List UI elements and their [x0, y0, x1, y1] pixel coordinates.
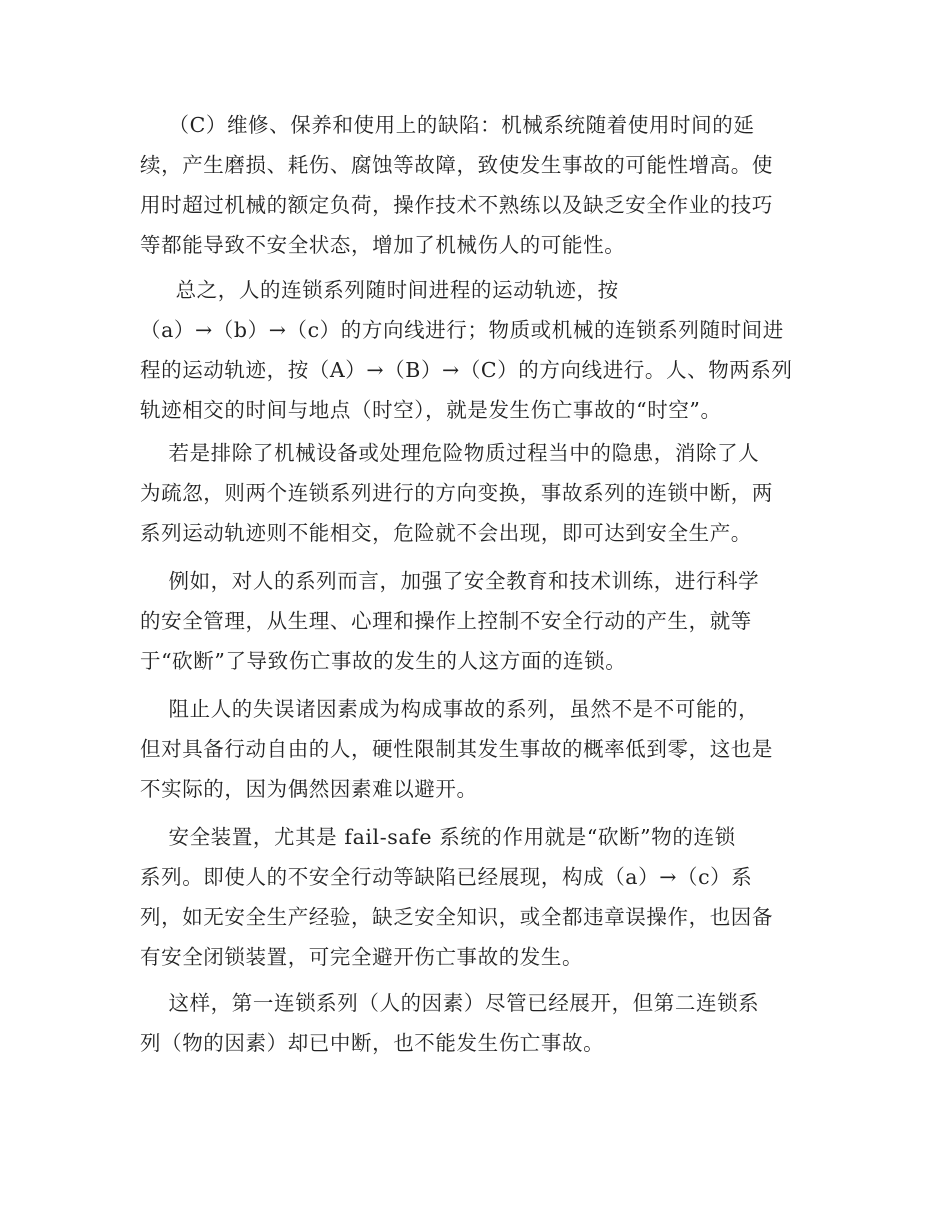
- text-line: 用时超过机械的额定负荷，操作技术不熟练以及缺乏安全作业的技巧: [140, 193, 773, 217]
- text-line: 安全装置，尤其是 fail-safe 系统的作用就是“砍断”物的连锁: [140, 825, 736, 849]
- text-line: 系列运动轨迹则不能相交，危险就不会出现，即可达到安全生产。: [140, 521, 752, 545]
- text-line: 于“砍断”了导致伤亡事故的发生的人这方面的连锁。: [140, 649, 627, 673]
- text-line: 的安全管理，从生理、心理和操作上控制不安全行动的产生，就等: [140, 609, 752, 633]
- text-line: 例如，对人的系列而言，加强了安全教育和技术训练，进行科学: [140, 569, 760, 593]
- text-line: 为疏忽，则两个连锁系列进行的方向变换，事故系列的连锁中断，两: [140, 481, 773, 505]
- paragraph-human-error-limits: [140, 689, 810, 809]
- text-line: 程的运动轨迹，按（A）→（B）→（C）的方向线进行。人、物两系列: [140, 358, 793, 382]
- paragraph-summary-trajectories: [140, 270, 810, 430]
- text-line: 不实际的，因为偶然因素难以避开。: [140, 777, 478, 801]
- paragraph-maintenance-defects: [140, 105, 810, 265]
- text-line: 轨迹相交的时间与地点（时空），就是发生伤亡事故的“时空”。: [140, 398, 722, 422]
- text-line: （a）→（b）→（c）的方向线进行；物质或机械的连锁系列随时间进: [140, 318, 784, 342]
- paragraph-fail-safe: [140, 817, 810, 977]
- paragraph-human-series-example: [140, 561, 810, 681]
- text-line: 续，产生磨损、耗伤、腐蚀等故障，致使发生事故的可能性增高。使: [140, 153, 773, 177]
- text-line: 但对具备行动自由的人，硬性限制其发生事故的概率低到零，这也是: [140, 737, 773, 761]
- text-line: 这样，第一连锁系列（人的因素）尽管已经展开，但第二连锁系: [140, 991, 760, 1015]
- text-line: 系列。即使人的不安全行动等缺陷已经展现，构成（a）→（c）系: [140, 865, 753, 889]
- text-line: 若是排除了机械设备或处理危险物质过程当中的隐患，消除了人: [140, 441, 760, 465]
- text-line: 阻止人的失误诸因素成为构成事故的系列，虽然不是不可能的，: [140, 697, 760, 721]
- text-line: 有安全闭锁装置，可完全避开伤亡事故的发生。: [140, 945, 584, 969]
- text-line: 总之，人的连锁系列随时间进程的运动轨迹，按: [140, 278, 619, 302]
- text-line: 等都能导致不安全状态，增加了机械伤人的可能性。: [140, 233, 626, 257]
- text-line: 列（物的因素）却已中断，也不能发生伤亡事故。: [140, 1031, 605, 1055]
- text-line: 列，如无安全生产经验，缺乏安全知识，或全都违章误操作，也因备: [140, 905, 773, 929]
- paragraph-eliminate-hazards: [140, 433, 810, 553]
- text-line: （C）维修、保养和使用上的缺陷：机械系统随着使用时间的延: [140, 113, 755, 137]
- paragraph-conclusion: [140, 983, 810, 1063]
